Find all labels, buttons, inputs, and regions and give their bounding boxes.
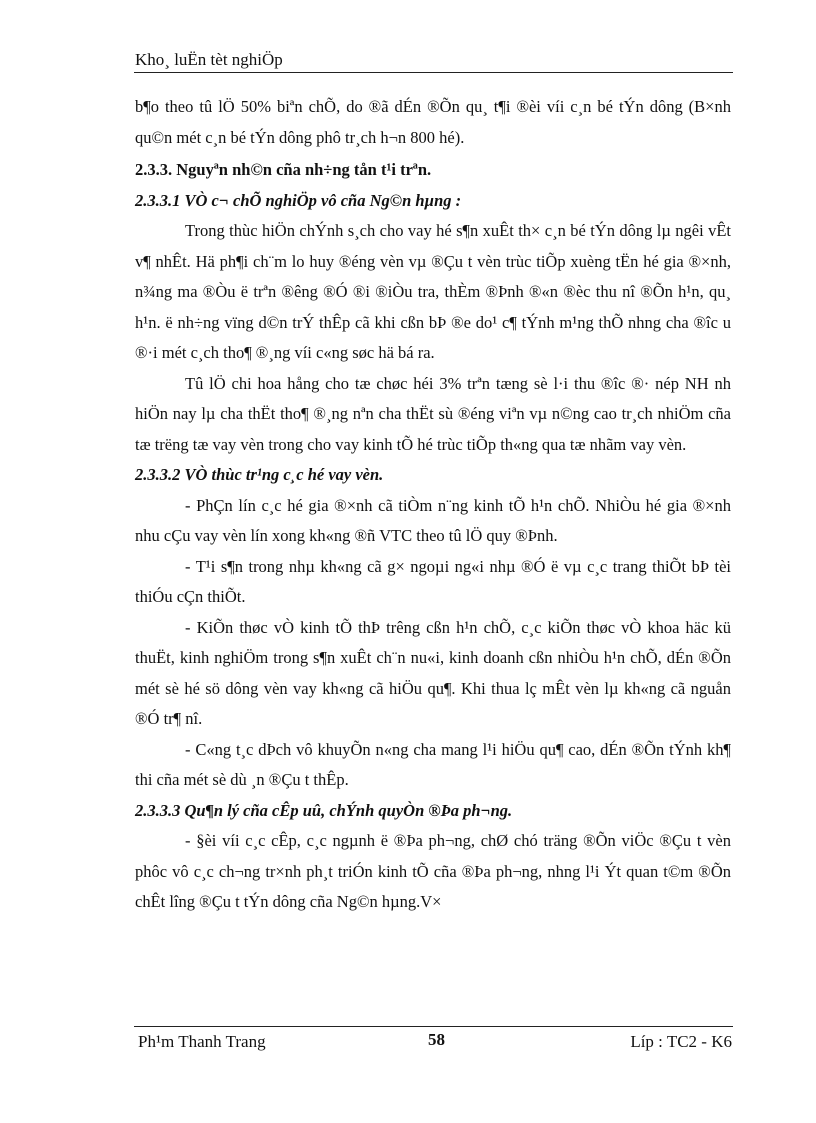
footer-class: Líp : TC2 - K6 [630,1032,732,1051]
paragraph-knowledge: - KiÕn thøc vÒ kinh tÕ thÞ trêng cßn h¹n chÕ, c¸c kiÕn thøc vÒ khoa häc kü thuËt, kinh nghiÖm trong s¶n xuÊt ch¨n nu«i, kinh doanh cßn nhiÒu h¹n chÕ, dÉn ®Õn mét sè hé sö dông vèn vay kh«ng cã hiÖu qu¶. Khi thua lç mÊt vèn lµ kh«ng cã nguån ®Ó tr¶ nî. [135,617,731,728]
paragraph-commission-rate: Tû lÖ chi hoa hång cho tæ chøc héi 3% trªn tæng sè l·i thu ®îc ®· nép NH nh hiÖn nay lµ cha thËt tho¶ ®¸ng nªn cha thËt sù ®éng viªn vµ n©ng cao tr¸ch nhiÖm cña tæ trëng tæ vay vèn trong cho vay kinh tÕ hé trùc tiÕp th«ng qua tæ nhãm vay vèn. [135,373,731,454]
paragraph-economic-potential: - PhÇn lín c¸c hé gia ®×nh cã tiÒm n¨ng kinh tÕ h¹n chÕ. NhiÒu hé gia ®×nh nhu cÇu vay vèn lín xong kh«ng ®ñ VTC theo tû lÖ quy ®Þnh. [135,495,731,545]
footer-divider [134,1026,733,1027]
subsection-heading-borrowers: 2.3.3.2 VÒ thùc tr¹ng c¸c hé vay vèn. [135,465,384,484]
running-header: Kho¸ luËn tèt nghiÖp [135,50,283,69]
subsection-heading-mechanism: 2.3.3.1 VÒ c¬ chÕ nghiÖp vô cña Ng©n hµng : [135,190,462,210]
paragraph-extension-services: - C«ng t¸c dÞch vô khuyÕn n«ng cha mang l¹i hiÖu qu¶ cao, dÉn ®Õn tÝnh kh¶ thi cña mét sè dù ¸n ®Çu t thÊp. [135,739,731,789]
paragraph-assets: - T¹i s¶n trong nhµ kh«ng cã g× ngoµi ng«i nhµ ®Ó ë vµ c¸c trang thiÕt bÞ tèi thiÓu cÇn thiÕt. [135,556,731,606]
header-divider [134,72,733,73]
paragraph-credit-officer: Trong thùc hiÖn chÝnh s¸ch cho vay hé s¶n xuÊt th× c¸n bé tÝn dông lµ ngêi vÊt v¶ nhÊt. Hä ph¶i ch¨m lo huy ®éng vèn vµ ®Çu t vèn trùc tiÕp xuèng tËn hé gia ®×nh, n¾ng ma ®Òu ë trªn ®êng ®Ó ®i ®iÒu tra, thÈm ®Þnh ®«n ®èc thu nî ®Õn h¹n, qu¸ h¹n. ë nh÷ng vïng d©n trÝ thÊp cã khi cßn bÞ ®e do¹ c¶ tÝnh m¹ng thÕ nhng cha ®îc u ®·i mét c¸ch tho¶ ®¸ng víi c«ng søc hä bá ra. [135,221,731,362]
subsection-heading-local-authorities: 2.3.3.3 Qu¶n lý cña cÊp uû, chÝnh quyÒn ®Þa ph¬ng. [135,800,513,820]
document-body [135,92,731,918]
paragraph-local-authorities: - §èi víi c¸c cÊp, c¸c ngµnh ë ®Þa ph¬ng, chØ chó träng ®Õn viÖc ®Çu t vèn phôc vô c¸c ch¬ng tr×nh ph¸t triÓn kinh tÕ cña ®Þa ph¬ng, nhng l¹i Ýt quan t©m ®Õn chÊt lîng ®Çu t tÝn dông cña Ng©n hµng.V× [135,831,731,911]
section-heading: 2.3.3. Nguyªn nh©n cña nh÷ng tån t¹i trªn. [135,160,432,179]
page-number: 58 [428,1030,445,1049]
paragraph-continuation: b¶o theo tû lÖ 50% biªn chÕ, do ®ã dÉn ®Õn qu¸ t¶i ®èi víi c¸n bé tÝn dông (B×nh qu©n mét c¸n bé tÝn dông phô tr¸ch h¬n 800 hé). [135,97,731,147]
footer-author: Ph¹m Thanh Trang [138,1032,266,1051]
